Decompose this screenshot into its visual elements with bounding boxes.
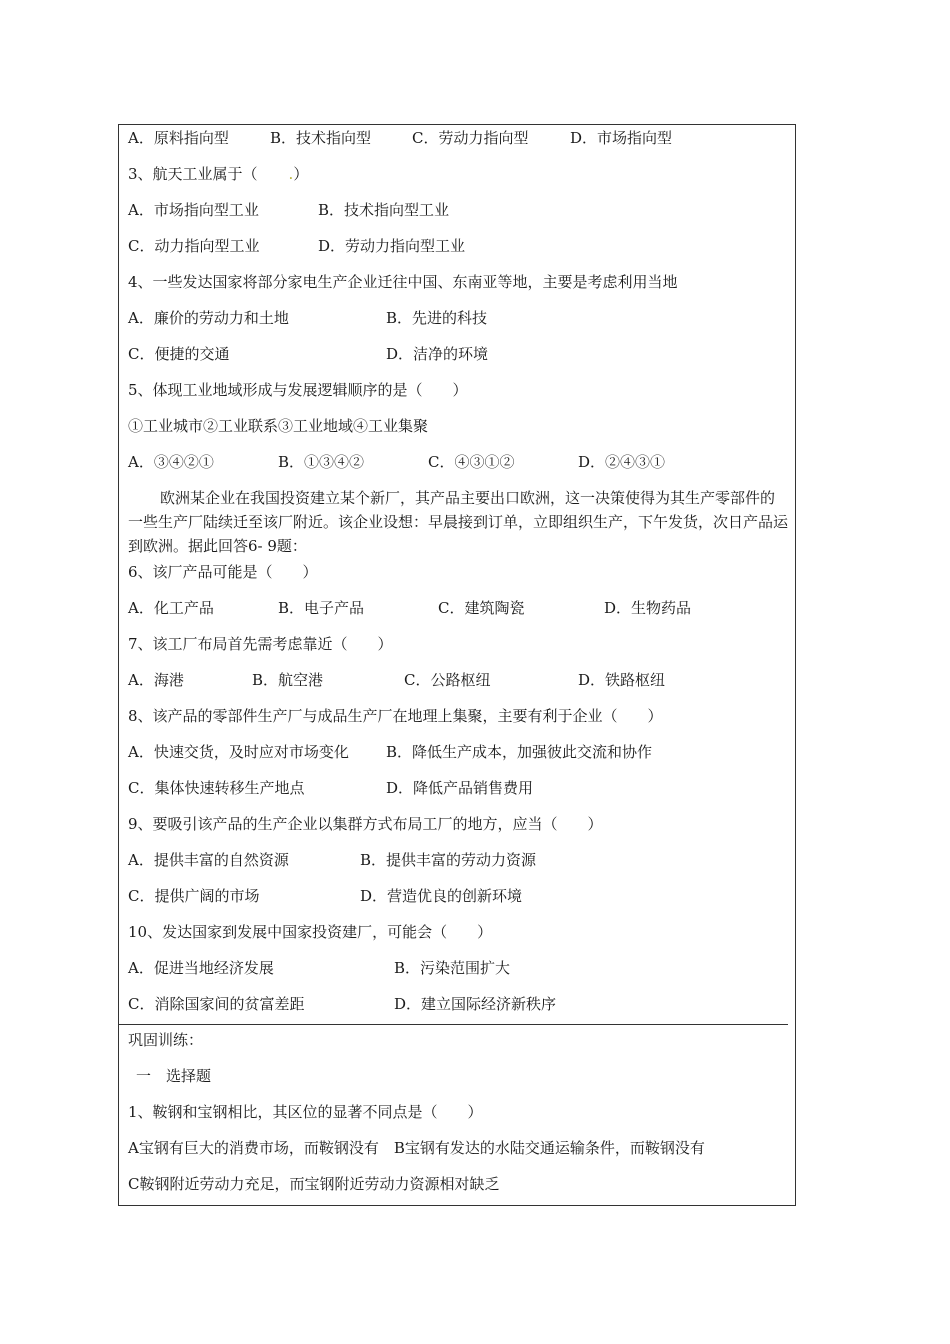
q6-option-c: C．建筑陶瓷: [438, 599, 525, 617]
q2-option-c: C．劳动力指向型: [412, 129, 529, 147]
q5-option-d: D．②④③①: [578, 453, 666, 471]
q8-option-d: D．降低产品销售费用: [386, 779, 534, 797]
q7-option-b: B．航空港: [252, 671, 324, 689]
q5-items: ①工业城市②工业联系③工业地域④工业集聚: [128, 417, 429, 435]
consolidation-q1-options-line2: C鞍钢附近劳动力充足，而宝钢附近劳动力资源相对缺乏: [128, 1175, 500, 1193]
consolidation-heading: 巩固训练：: [128, 1031, 204, 1049]
q10-option-b: B．污染范围扩大: [394, 959, 511, 977]
q3-close-paren: ）: [293, 165, 309, 183]
q2-option-d: D．市场指向型: [570, 129, 673, 147]
reading-passage: 欧洲某企业在我国投资建立某个新厂，其产品主要出口欧洲，这一决策使得为其生产零部件的一些生产厂陆续迁至该厂附近。该企业设想：早晨接到订单，立即组织生产，下午发货，次日产品运到欧洲。据此回答6- 9题：: [128, 489, 789, 555]
consolidation-q1-stem: 1、鞍钢和宝钢相比，其区位的显著不同点是（ ）: [128, 1103, 483, 1121]
q3-option-a: A．市场指向型工业: [128, 201, 259, 219]
q5-option-b: B．①③④②: [278, 453, 365, 471]
q8-stem: 8、该产品的零部件生产厂与成品生产厂在地理上集聚，主要有利于企业（ ）: [128, 707, 663, 725]
q3-option-b: B．技术指向型工业: [318, 201, 450, 219]
q9-option-a: A．提供丰富的自然资源: [128, 851, 289, 869]
q10-option-c: C．消除国家间的贫富差距: [128, 995, 305, 1013]
q5-stem: 5、体现工业地域形成与发展逻辑顺序的是（ ）: [128, 381, 468, 399]
q3-option-d: D．劳动力指向型工业: [318, 237, 466, 255]
q7-option-c: C．公路枢纽: [404, 671, 491, 689]
q8-option-a: A．快速交货，及时应对市场变化: [128, 743, 349, 761]
q2-option-b: B．技术指向型: [270, 129, 372, 147]
q6-option-d: D．生物药品: [604, 599, 692, 617]
q9-stem: 9、要吸引该产品的生产企业以集群方式布局工厂的地方，应当（ ）: [128, 815, 603, 833]
q6-option-a: A．化工产品: [128, 599, 214, 617]
q2-option-a: A．原料指向型: [128, 129, 229, 147]
q4-option-d: D．洁净的环境: [386, 345, 489, 363]
q6-option-b: B．电子产品: [278, 599, 365, 617]
section-divider: [118, 1024, 788, 1025]
q9-option-d: D．营造优良的创新环境: [360, 887, 523, 905]
q8-option-c: C．集体快速转移生产地点: [128, 779, 305, 797]
q10-option-a: A．促进当地经济发展: [128, 959, 274, 977]
consolidation-section-title: 一 选择题: [136, 1067, 212, 1085]
q4-option-b: B．先进的科技: [386, 309, 488, 327]
q7-option-d: D．铁路枢纽: [578, 671, 666, 689]
consolidation-q1-options-line1: A宝钢有巨大的消费市场，而鞍钢没有 B宝钢有发达的水陆交通运输条件，而鞍钢没有: [128, 1139, 705, 1157]
q10-option-d: D．建立国际经济新秩序: [394, 995, 557, 1013]
q4-option-c: C．便捷的交通: [128, 345, 230, 363]
q8-option-b: B．降低生产成本，加强彼此交流和协作: [386, 743, 653, 761]
q3-dot-mark: .: [288, 165, 294, 183]
q10-stem: 10、发达国家到发展中国家投资建厂，可能会（ ）: [128, 923, 493, 941]
q4-stem: 4、一些发达国家将部分家电生产企业迁往中国、东南亚等地，主要是考虑利用当地: [128, 273, 678, 291]
q4-option-a: A．廉价的劳动力和土地: [128, 309, 289, 327]
q5-option-a: A．③④②①: [128, 453, 214, 471]
q9-option-c: C．提供广阔的市场: [128, 887, 260, 905]
q5-option-c: C．④③①②: [428, 453, 515, 471]
q3-stem: [128, 164, 308, 184]
q3-option-c: C．动力指向型工业: [128, 237, 260, 255]
q7-stem: 7、该工厂布局首先需考虑靠近（ ）: [128, 635, 393, 653]
q7-option-a: A．海港: [128, 671, 184, 689]
q9-option-b: B．提供丰富的劳动力资源: [360, 851, 537, 869]
q3-stem-text: 3、航天工业属于（: [128, 165, 273, 183]
q6-stem: 6、该厂产品可能是（ ）: [128, 563, 318, 581]
